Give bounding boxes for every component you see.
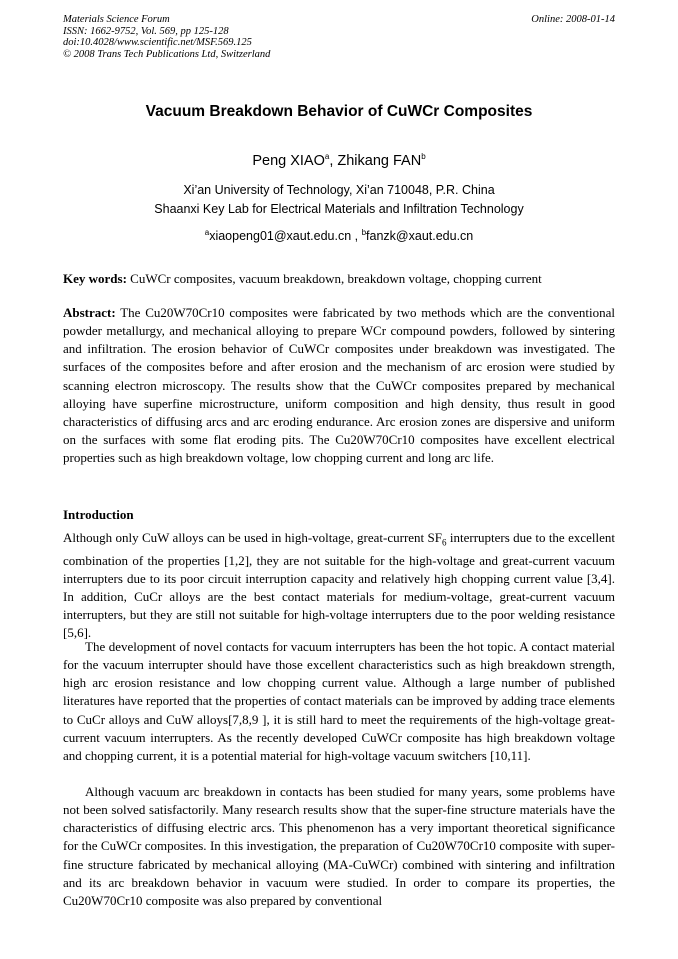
journal-header (63, 14, 615, 60)
intro-p1-subscript: 6 (442, 537, 447, 548)
email-mark: a (204, 227, 210, 237)
email-separator: , (351, 229, 362, 243)
author-line (63, 153, 615, 169)
doi-line: doi:10.4028/www.scientific.net/MSF.569.125 (63, 37, 252, 48)
issn-line: ISSN: 1662-9752, Vol. 569, pp 125-128 (63, 25, 229, 37)
author-mark: a (324, 152, 330, 162)
abstract (63, 304, 615, 467)
abstract-text: The Cu20W70Cr10 composites were fabricated by two methods which are the conventional powder metallurgy, and mechanical alloying to prepare WCr compound powders, followed by sintering and infiltration. The erosion behavior of CuWCr composites under breakdown was investigated. The surfaces of the composites before and after erosion and the mechanism of arc erosion were studied by scanning electron microscopy. The results show that the CuWCr composites prepared by mechanical alloying have superfine microstructure, uniform composition and high density, thus result in good characteristics of diffusing arcs and arc eroding endurance. Arc erosion zones are dispersive and uniform on the surfaces with some flat eroding pits. The Cu20W70Cr10 composites have excellent electrical properties such as high breakdown voltage, low chopping current and long arc life. (63, 305, 615, 466)
author-name: Zhikang FAN (337, 153, 422, 169)
email-address[interactable]: xiaopeng01@xaut.edu.cn (209, 229, 352, 243)
keywords-label: Key words: (63, 271, 127, 286)
affiliation-university: Xi’an University of Technology, Xi’an 710048, P.R. China (183, 183, 495, 197)
keywords-text: CuWCr composites, vacuum breakdown, breakdown voltage, chopping current (130, 271, 542, 286)
abstract-label: Abstract: (63, 305, 116, 320)
author-separator: , (329, 153, 338, 169)
affiliation-lab: Shaanxi Key Lab for Electrical Materials and Infiltration Technology (154, 202, 524, 216)
intro-p1-start: Although only CuW alloys can be used in high-voltage, great-current SF (63, 530, 443, 545)
email-address[interactable]: fanzk@xaut.edu.cn (366, 229, 474, 243)
introduction-heading: Introduction (63, 507, 134, 522)
author-name: Peng XIAO (252, 153, 325, 169)
intro-p1-rest: interrupters due to the excellent combination of the properties [1,2], they are not suitable for the high-voltage and great-current vacuum interrupters due to its poor circuit interruption capacity and relatively high chopping current value [3,4]. In addition, CuCr alloys are the best contact materials for medium-voltage, great-current vacuum interrupters, but they are still not suitable for high-voltage interrupters due to the poor welding resistance [5,6]. (63, 530, 615, 641)
keywords (63, 271, 615, 287)
author-mark: b (421, 152, 426, 162)
paper-title: Vacuum Breakdown Behavior of CuWCr Composites (145, 103, 533, 120)
journal-name: Materials Science Forum (63, 14, 170, 25)
copyright-line: © 2008 Trans Tech Publications Ltd, Switzerland (63, 48, 271, 60)
intro-paragraph-1 (63, 529, 615, 643)
email-mark: b (361, 227, 367, 237)
online-date: Online: 2008-01-14 (531, 14, 615, 25)
intro-paragraph-2: The development of novel contacts for vacuum interrupters has been the hot topic. A contact material for the vacuum interrupter should have those excellent characteristics such as high breakdown strength, high arc erosion resistance and low chopping current value. Although a large number of published literatures have reported that the properties of contact materials can be improved by adding trace elements to CuCr alloys and CuW alloys[7,8,9 ], it is still hard to meet the requirements of the high-voltage great-current vacuum interrupters. As the recently developed CuWCr composite has high breakdown voltage and chopping current, it is a potential material for high-voltage vacuum switchers [10,11]. (63, 639, 615, 763)
intro-paragraph-3: Although vacuum arc breakdown in contacts has been studied for many years, some problems have not been solved satisfactorily. Many research results show that the super-fine structure materials have the characteristics of diffusing electric arcs. This phenomenon has a very important theoretical significance for the CuWCr composites. In this investigation, the preparation of Cu20W70Cr10 composite with super-fine structure fabricated by mechanical alloying (MA-CuWCr) combined with sintering and infiltration and its arc breakdown behavior in vacuum were studied. In order to compare its properties, the Cu20W70Cr10 composite was also prepared by conventional (63, 784, 615, 908)
email-line (63, 229, 615, 243)
